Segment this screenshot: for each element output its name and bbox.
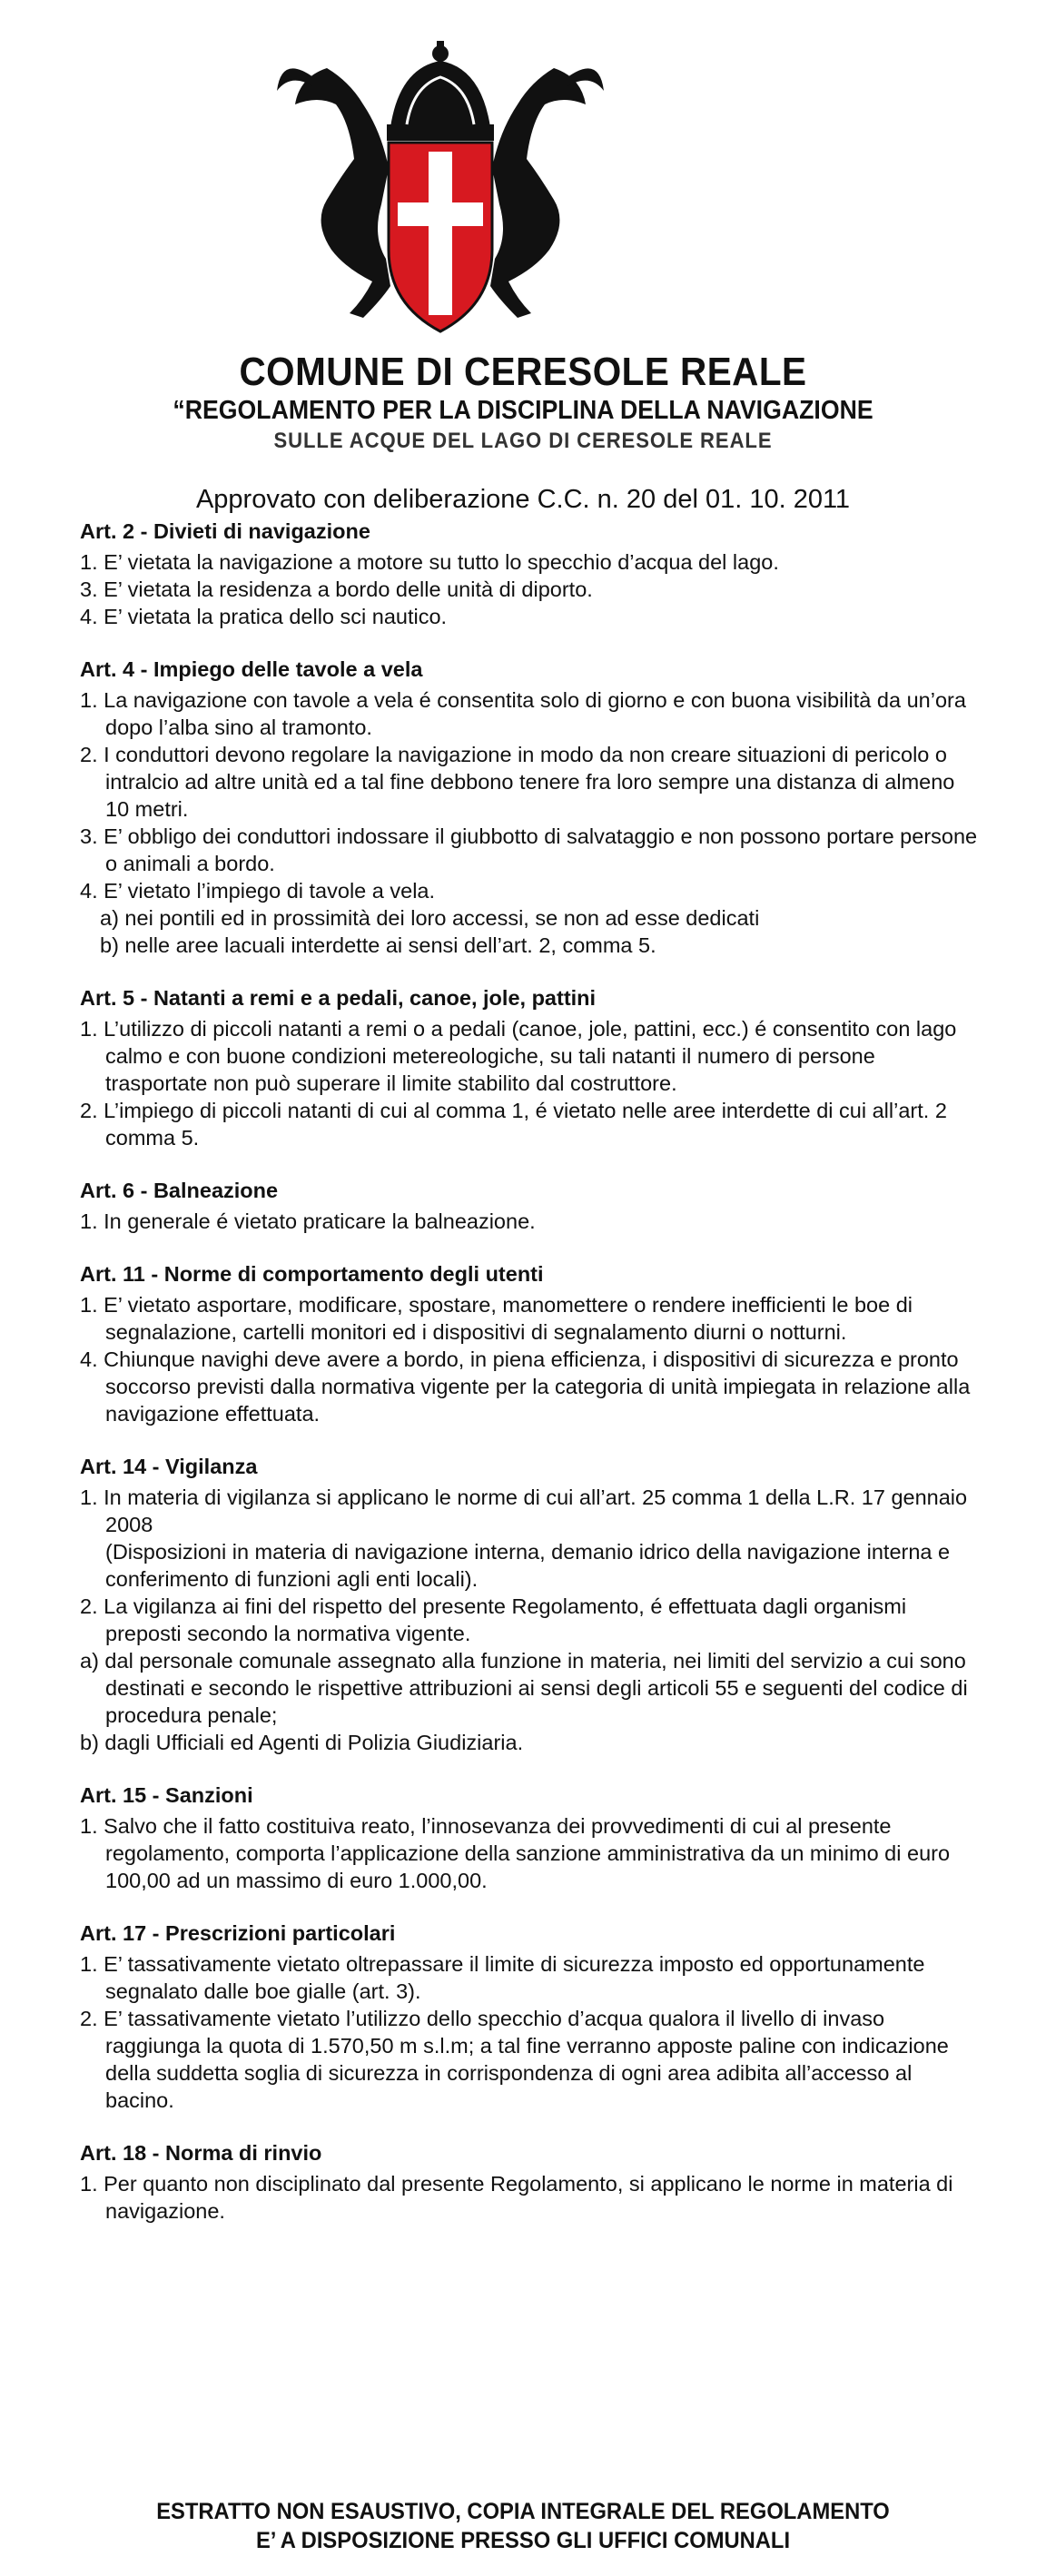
article-item: 1. E’ vietata la navigazione a motore su tutto lo specchio d’acqua del lago. [80, 550, 779, 574]
article-18 [73, 2139, 981, 2225]
article-subitem: a) nei pontili ed in prossimità dei loro accessi, se non ad esse dedicati [100, 906, 760, 930]
article-title: Art. 15 - Sanzioni [80, 1783, 253, 1807]
article-title: Art. 6 - Balneazione [80, 1179, 279, 1202]
article-item: 2. La vigilanza ai fini del rispetto del presente Regolamento, é effettuata dagli organismi preposti secondo la normativa vigente. [80, 1594, 907, 1645]
article-title: Art. 14 - Vigilanza [80, 1455, 258, 1478]
document-header [0, 350, 1046, 541]
article-item: 1. In materia di vigilanza si applicano le norme di cui all’art. 25 comma 1 della L.R. 17 gennaio 2008 [80, 1485, 968, 1536]
article-title: Art. 17 - Prescrizioni particolari [80, 1921, 396, 1945]
article-item: 4. E’ vietato l’impiego di tavole a vela. [80, 879, 436, 903]
regolamento-title-line2: SULLE ACQUE DEL LAGO DI CERESOLE REALE [273, 429, 773, 453]
article-14 [73, 1453, 981, 1756]
article-item: 2. L’impiego di piccoli natanti di cui al comma 1, é vietato nelle aree interdette di cui all’art. 2 comma 5. [80, 1099, 947, 1150]
article-5 [73, 984, 981, 1151]
coat-of-arms-icon [263, 41, 617, 350]
article-title: Art. 18 - Norma di rinvio [80, 2141, 322, 2165]
article-item: 1. E’ vietato asportare, modificare, spostare, manomettere o rendere inefficienti le boe di segnalazione, cartelli monitori ed i dispositivi di segnalamento diurni o notturni. [80, 1293, 913, 1344]
articles-container [73, 518, 981, 2250]
right-goat-icon [490, 68, 586, 318]
article-title: Art. 11 - Norme di comportamento degli utenti [80, 1262, 544, 1286]
article-subitem: b) dagli Ufficiali ed Agenti di Polizia Giudiziaria. [80, 1731, 524, 1754]
article-title: Art. 2 - Divieti di navigazione [80, 519, 370, 543]
article-item: 3. E’ obbligo dei conduttori indossare il giubbotto di salvataggio e non possono portare persone o animali a bordo. [80, 824, 978, 875]
regolamento-title-line1: “REGOLAMENTO PER LA DISCIPLINA DELLA NAVIGAZIONE [173, 396, 873, 425]
article-item: 1. In generale é vietato praticare la balneazione. [80, 1209, 536, 1233]
article-item: 1. L’utilizzo di piccoli natanti a remi o a pedali (canoe, jole, pattini, ecc.) é consentito con lago calmo e con buone condizioni metereologiche, su tali natanti il numero di persone trasportate non può superare il limite stabilito dal costruttore. [80, 1017, 957, 1095]
crown-icon [387, 41, 494, 141]
left-goat-icon [295, 68, 390, 318]
approval-line: Approvato con deliberazione C.C. n. 20 del 01. 10. 2011 [195, 485, 851, 514]
article-item: 1. La navigazione con tavole a vela é consentita solo di giorno e con buona visibilità da un’ora dopo l’alba sino al tramonto. [80, 688, 966, 739]
article-item: 4. E’ vietata la pratica dello sci nautico. [80, 605, 448, 628]
savoy-shield-icon [389, 143, 492, 331]
document-footer [26, 2497, 1020, 2555]
article-item: 2. E’ tassativamente vietato l’utilizzo dello specchio d’acqua qualora il livello di invaso raggiunga la quota di 1.570,50 m s.l.m; a tal fine verranno apposte paline con indicazione della suddetta soglia di sicurezza in corrispondenza di ogni area adibita all’accesso al bacino. [80, 2007, 949, 2112]
article-subitem: a) dal personale comunale assegnato alla funzione in materia, nei limiti del servizio a cui sono destinati e secondo le rispettive attribuzioni ai sensi degli articoli 55 e seguenti del codice di procedura penale; [80, 1649, 968, 1727]
article-subitem: b) nelle aree lacuali interdette ai sensi dell’art. 2, comma 5. [100, 933, 656, 957]
comune-title: COMUNE DI CERESOLE REALE [239, 350, 807, 394]
article-title: Art. 4 - Impiego delle tavole a vela [80, 657, 423, 681]
article-11 [73, 1260, 981, 1427]
article-4 [73, 656, 981, 959]
footer-line2: E’ A DISPOSIZIONE PRESSO GLI UFFICI COMUNALI [255, 2528, 791, 2553]
article-15 [73, 1781, 981, 1894]
footer-line1: ESTRATTO NON ESAUSTIVO, COPIA INTEGRALE DEL REGOLAMENTO [156, 2499, 890, 2524]
article-item: 1. E’ tassativamente vietato oltrepassare il limite di sicurezza imposto ed opportunamente segnalato dalle boe gialle (art. 3). [80, 1952, 925, 2003]
article-item: 1. Salvo che il fatto costituiva reato, l’innosevanza dei provvedimenti di cui al presente regolamento, comporta l’applicazione della sanzione amministrativa da un minimo di euro 100,00 ad un massimo di euro 1.000,00. [80, 1814, 951, 1892]
article-item: 2. I conduttori devono regolare la navigazione in modo da non creare situazioni di pericolo o intralcio ad altre unità ed a tal fine debbono tenere fra loro sempre una distanza di almeno 10 metri. [80, 743, 955, 821]
article-6 [73, 1177, 981, 1235]
article-note: (Disposizioni in materia di navigazione interna, demanio idrico della navigazione interna e conferimento di funzioni agli enti locali). [105, 1540, 951, 1591]
article-2 [73, 518, 981, 630]
article-17 [73, 1920, 981, 2114]
article-item: 1. Per quanto non disciplinato dal presente Regolamento, si applicano le norme in materia di navigazione. [80, 2172, 953, 2223]
article-item: 4. Chiunque navighi deve avere a bordo, in piena efficienza, i dispositivi di sicurezza e pronto soccorso previsti dalla normativa vigente per la categoria di unità impiegata in relazione alla navigazione effettuata. [80, 1347, 971, 1426]
article-title: Art. 5 - Natanti a remi e a pedali, canoe, jole, pattini [80, 986, 597, 1010]
article-item: 3. E’ vietata la residenza a bordo delle unità di diporto. [80, 577, 593, 601]
